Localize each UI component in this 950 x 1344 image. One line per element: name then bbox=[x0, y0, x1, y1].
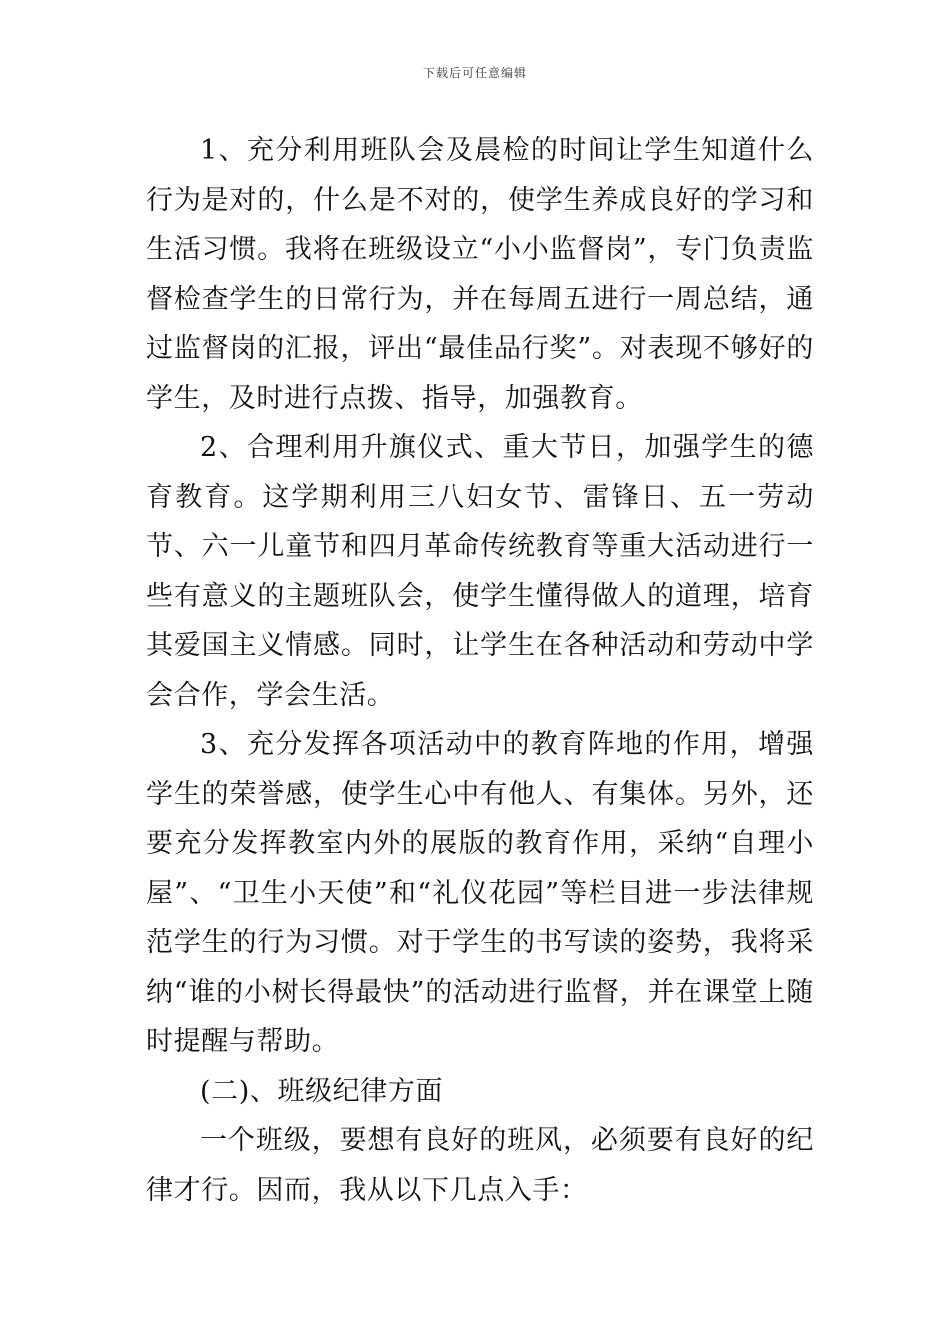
paragraph-item-3: 3、充分发挥各项活动中的教育阵地的作用，增强学生的荣誉感，使学生心中有他人、有集体。另外，还要充分发挥教室内外的展版的教育作用，采纳“自理小屋”、“卫生小天使”和“礼仪花园”等栏目进一步法律规范学生的行为习惯。对于学生的书写读的姿势，我将采纳“谁的小树长得最快”的活动进行监督，并在课堂上随时提醒与帮助。 bbox=[146, 729, 814, 1057]
paragraph-item-1: 1、充分利用班队会及晨检的时间让学生知道什么行为是对的，什么是不对的，使学生养成良好的学习和生活习惯。我将在班级设立“小小监督岗”，专门负责监督检查学生的日常行为，并在每周五进行一周总结，通过监督岗的汇报，评出“最佳品行奖”。对表现不够好的学生，及时进行点拨、指导，加强教育。 bbox=[146, 135, 814, 414]
page-header-note: 下载后可任意编辑 bbox=[422, 66, 527, 80]
section-heading: (二)、班级纪律方面 bbox=[200, 1075, 444, 1107]
document-body bbox=[146, 126, 814, 1215]
paragraph-item-4: 一个班级，要想有良好的班风，必须要有良好的纪律才行。因而，我从以下几点入手： bbox=[146, 1125, 814, 1206]
paragraph-item-2: 2、合理利用升旗仪式、重大节日，加强学生的德育教育。这学期利用三八妇女节、雷锋日、五一劳动节、六一儿童节和四月革命传统教育等重大活动进行一些有意义的主题班队会，使学生懂得做人的道理，培育其爱国主义情感。同时，让学生在各种活动和劳动中学会合作，学会生活。 bbox=[146, 432, 814, 711]
